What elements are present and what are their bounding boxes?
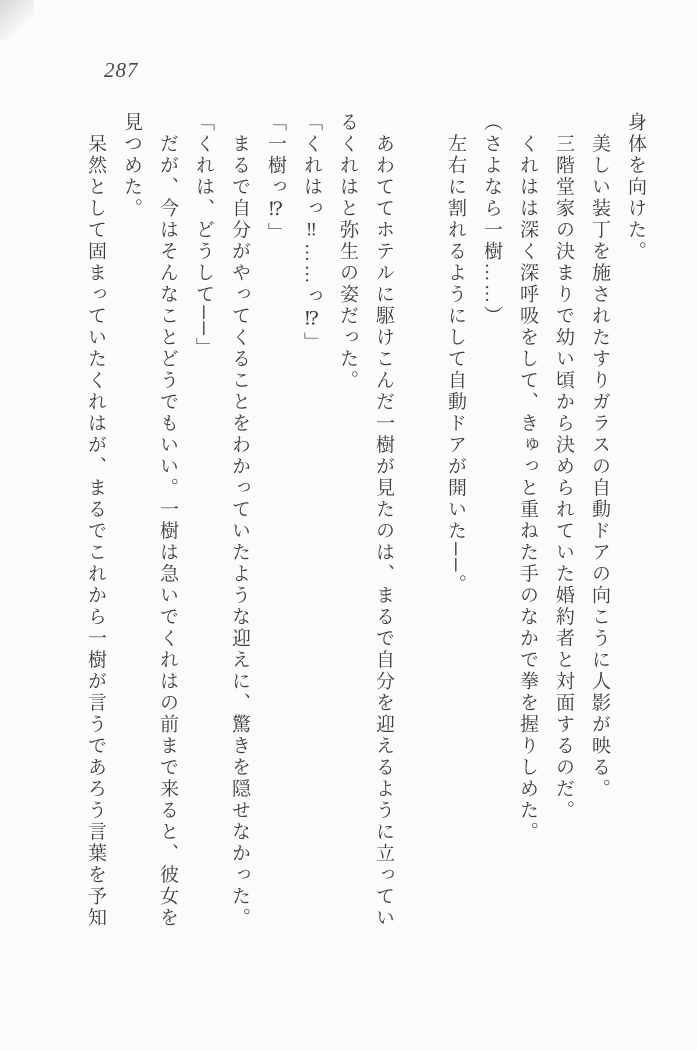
text-column: （さよなら一樹……） xyxy=(481,112,502,327)
text-column: 美しい装丁を施されたすりガラスの自動ドアの向こうに人影が映る。 xyxy=(589,112,610,800)
text-column: 「くれはっ‼……っ⁉」 xyxy=(301,112,322,354)
text-column: だが、今はそんなことどうでもいい。一樹は急いでくれはの前まで来ると、彼女を xyxy=(157,112,178,929)
text-column: 身体を向けた。 xyxy=(625,112,646,263)
blank-column xyxy=(401,112,437,962)
text-column: 見つめた。 xyxy=(121,112,142,220)
text-column: 三階堂家の決まりで幼い頃から決められていた婚約者と対面するのだ。 xyxy=(553,112,574,822)
text-column: 左右に割れるようにして自動ドアが開いた──。 xyxy=(445,112,466,596)
page-number: 287 xyxy=(104,58,139,82)
vertical-text-block xyxy=(77,112,653,962)
text-column: るくれはと弥生の姿だった。 xyxy=(337,112,358,392)
text-column: 「くれは、どうして──」 xyxy=(193,112,214,359)
scan-corner-shadow xyxy=(0,0,34,40)
text-column: あわててホテルに駆けこんだ一樹が見たのは、まるで自分を迎えるように立ってい xyxy=(373,112,394,929)
text-column: くれはは深く深呼吸をして、きゅっと重ねた手のなかで拳を握りしめた。 xyxy=(517,112,538,843)
text-column: 「一樹っ⁉」 xyxy=(265,112,286,244)
text-column: 呆然として固まっていたくれはが、まるでこれから一樹が言うであろう言葉を予知 xyxy=(85,112,106,929)
text-column: まるで自分がやってくることをわかっていたような迎えに、驚きを隠せなかった。 xyxy=(229,112,250,929)
